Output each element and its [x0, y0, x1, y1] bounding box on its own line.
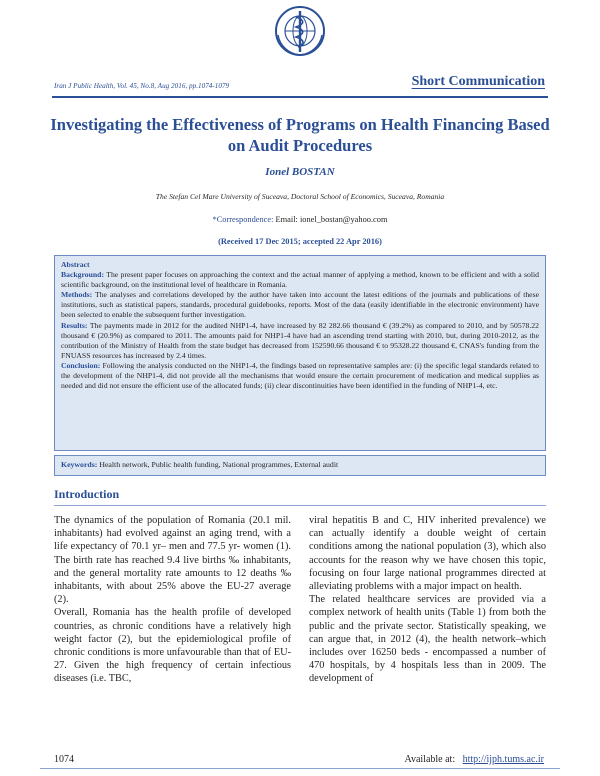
correspondence-label: *Correspondence: [212, 215, 274, 224]
conclusion-label: Conclusion: [61, 360, 101, 370]
abstract-results [61, 321, 539, 361]
correspondence-line [0, 215, 600, 224]
journal-reference: Iran J Public Health, Vol. 45, No.8, Aug 2016, pp.1074-1079 [54, 82, 230, 90]
available-at-label: Available at: [404, 754, 456, 765]
footer-availability [404, 754, 544, 765]
journal-url-link[interactable]: http://ijph.tums.ac.ir [462, 754, 544, 765]
results-label: Results: [61, 320, 88, 330]
intro-paragraph: The related healthcare services are provided via a complex network of health units (Table 1) from both the public and the private sector. Statistically speaking, we can argue that, in 2012 (4), the health network–which includes over 16250 beds - encompassed a number of 470 hospitals, by 4 hospitals less than in 2009. The development of [309, 594, 546, 685]
results-text: The payments made in 2012 for the audited NHP1-4, have increased by 82 282.66 thousand € (39.2%) as compared to 2010, and by 50578.22 thousand € (20.9%) as compared to 2011. The amounts paid for NHP1-4 have had an ascending trend starting with 2010, but, during 2010-2012, as the contribution of the Ministry of Health from the state budget has decreased from 152590.66 thousand € to 95328.22 thousand €, CNAS's funding from the FNUASS resources has increased by 2.4 times. [61, 320, 539, 360]
background-label: Background: [61, 270, 105, 280]
introduction-divider [54, 505, 546, 506]
article-title: Investigating the Effectiveness of Programs on Health Financing Based on Audit Procedures [50, 115, 550, 155]
header-divider [52, 96, 548, 98]
keywords-text: Health network, Public health funding, National programmes, External audit [97, 460, 339, 469]
keywords-label: Keywords: [61, 460, 98, 469]
abstract-methods [61, 290, 539, 320]
received-dates: (Received 17 Dec 2015; accepted 22 Apr 2016) [218, 237, 382, 246]
article-type-label: Short Communication [411, 74, 545, 89]
conclusion-text: Following the analysis conducted on the NHP1-4, the findings based on representative samples are: (i) the specific legal standards related to the development of the NHP1-4, did not provide all the mechanisms that would ensure the certain procurement of medication and medical supplies as needed and did not ensure the efficient use of the allocated funds; (ii) clear discontinuities have been identified in the funding of NHP1-4, etc. [61, 360, 539, 391]
author-name: Ionel BOSTAN [265, 166, 335, 178]
footer-divider [40, 768, 560, 769]
abstract-box [54, 255, 546, 451]
intro-paragraph: The dynamics of the population of Romania (20.1 mil. inhabitants) had evolved against an aging trend, with a life expectancy of 70.1 yr– men and 77.5 yr- women (1). The birth rate has reached 9.4 live births ‰ inhabitants, and the general mortality rate amounts to 12 deaths ‰ inhabitants, with about 25% above the EU-27 average (2). [54, 515, 291, 606]
abstract-heading: Abstract [61, 260, 90, 269]
correspondence-email[interactable]: Email: ionel_bostan@yahoo.com [273, 215, 388, 224]
keywords-box [54, 455, 546, 476]
background-text: The present paper focuses on approaching the context and the actual manner of applying a method, known to be efficient and with a solid scientific background, on the institutional level of healthcare in Romania. [61, 270, 539, 290]
abstract-conclusion [61, 361, 539, 391]
methods-text: The analyses and correlations developed by the author have taken into account the latest editions of the journals and publications of these institutions, such as statistical papers, standards, procedural guidebooks, reports. Most of the data (easily identifiable in the electronic environment) have been selected to enable the subsequent further investigation. [61, 290, 539, 320]
body-column-right [309, 514, 546, 686]
author-affiliation: The Stefan Cel Mare University of Suceava, Doctoral School of Economics, Suceava, Romania [155, 192, 445, 201]
journal-logo [274, 5, 326, 57]
methods-label: Methods: [61, 290, 93, 300]
abstract-background [61, 270, 539, 290]
body-column-left [54, 514, 291, 686]
intro-paragraph: Overall, Romania has the health profile of developed countries, as chronic conditions have a relatively high weight factor (2), but the epidemiological profile of chronic conditions is more unfavourable than that of EU-27. Given the high frequency of certain infectious diseases (i.e. TBC, [54, 607, 291, 685]
intro-paragraph: viral hepatitis B and C, HIV inherited prevalence) we can actually identify a double weight of certain conditions among the national population (3), which also accounts for the reason why we have chosen this topic, focusing on four large national programmes directed at alleviating problems with a major impact on health. [309, 515, 546, 593]
page-number: 1074 [54, 754, 74, 765]
introduction-heading: Introduction [54, 487, 120, 501]
